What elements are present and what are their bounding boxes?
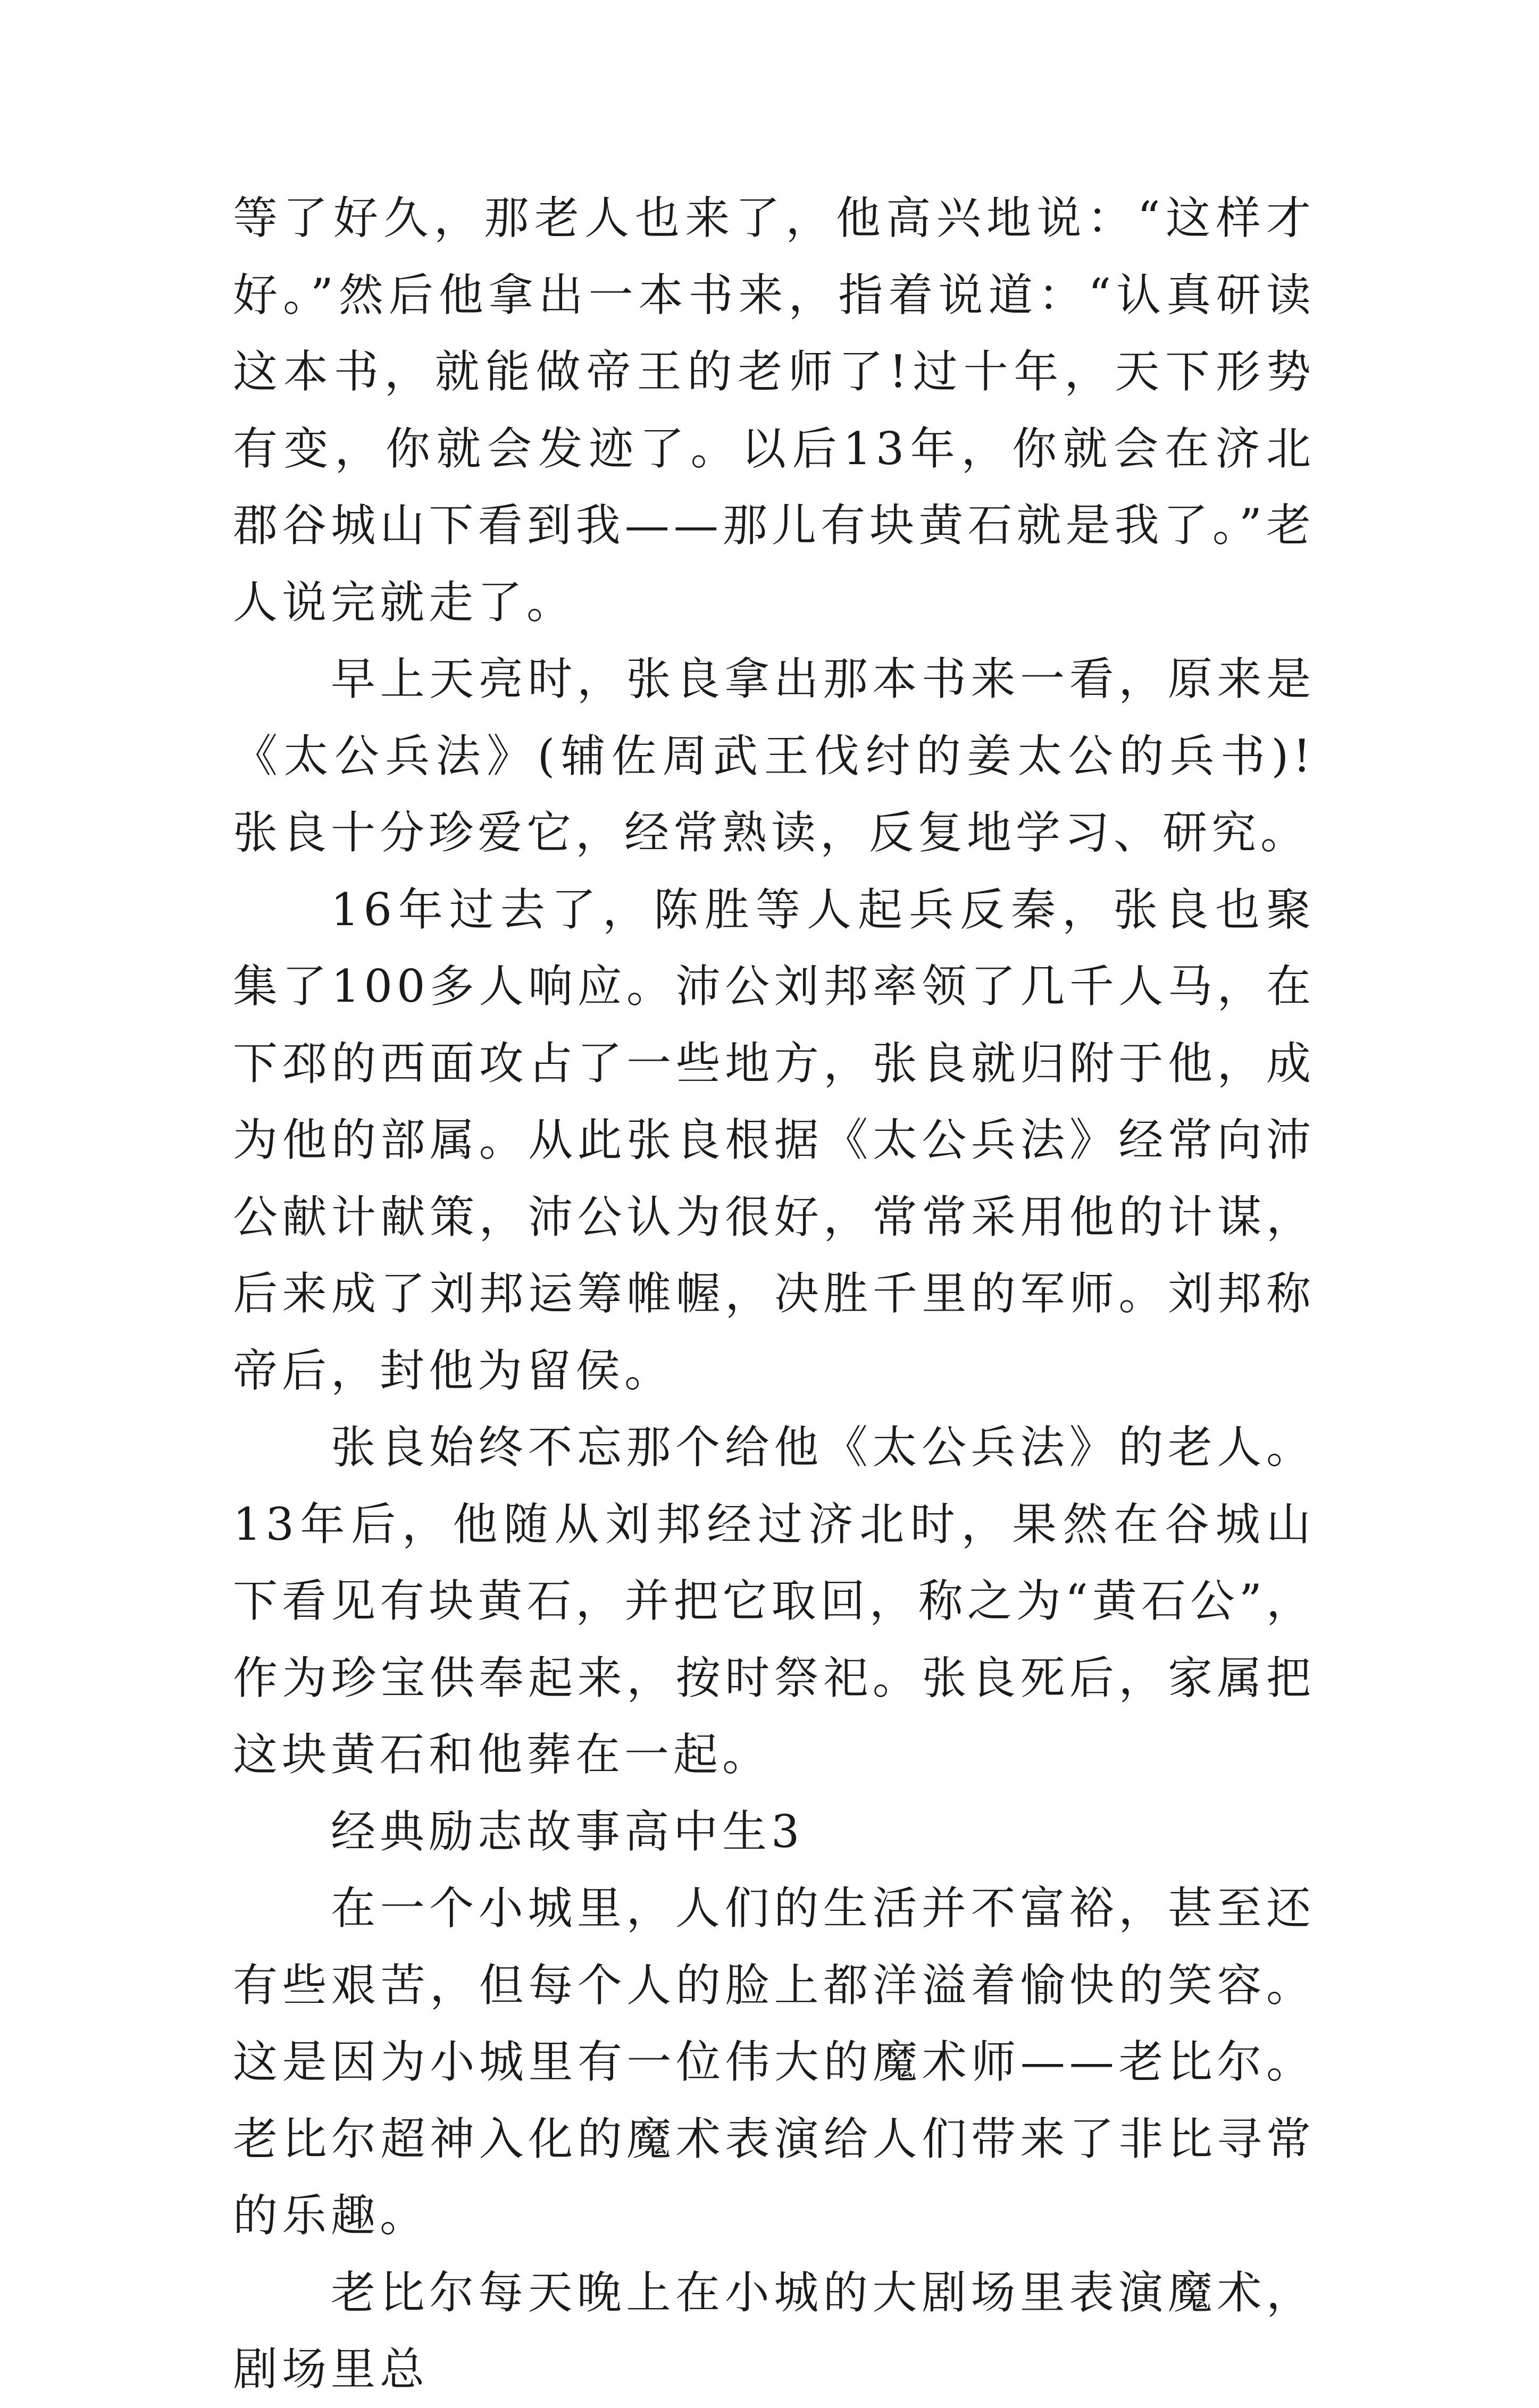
document-body <box>233 180 1315 2408</box>
paragraph: 早上天亮时，张良拿出那本书来一看，原来是《太公兵法》(辅佐周武王伐纣的姜太公的兵书)!张良十分珍爱它，经常熟读，反复地学习、研究。 <box>233 653 1315 859</box>
paragraph: 老比尔每天晚上在小城的大剧场里表演魔术，剧场里总 <box>233 2266 1315 2395</box>
section-heading: 经典励志故事高中生3 <box>331 1805 804 1858</box>
paragraph-continued: 等了好久，那老人也来了，他高兴地说：“这样才好。”然后他拿出一本书来，指着说道：“认真研读这本书，就能做帝王的老师了!过十年，天下形势有变，你就会发迹了。以后13年，你就会在济北郡谷城山下看到我——那儿有块黄石就是我了。”老人说完就走了。 <box>233 192 1315 628</box>
paragraph: 在一个小城里，人们的生活并不富裕，甚至还有些艰苦，但每个人的脸上都洋溢着愉快的笑容。这是因为小城里有一位伟大的魔术师——老比尔。老比尔超神入化的魔术表演给人们带来了非比寻常的乐趣。 <box>233 1882 1315 2242</box>
paragraph: 16年过去了，陈胜等人起兵反秦，张良也聚集了100多人响应。沛公刘邦率领了几千人马，在下邳的西面攻占了一些地方，张良就归附于他，成为他的部属。从此张良根据《太公兵法》经常向沛公献计献策，沛公认为很好，常常采用他的计谋，后来成了刘邦运筹帷幄，决胜千里的军师。刘邦称帝后，封他为留侯。 <box>233 883 1315 1397</box>
paragraph: 张良始终不忘那个给他《太公兵法》的老人。13年后，他随从刘邦经过济北时，果然在谷城山下看见有块黄石，并把它取回，称之为“黄石公”，作为珍宝供奉起来，按时祭祀。张良死后，家属把这块黄石和他葬在一起。 <box>233 1421 1315 1781</box>
